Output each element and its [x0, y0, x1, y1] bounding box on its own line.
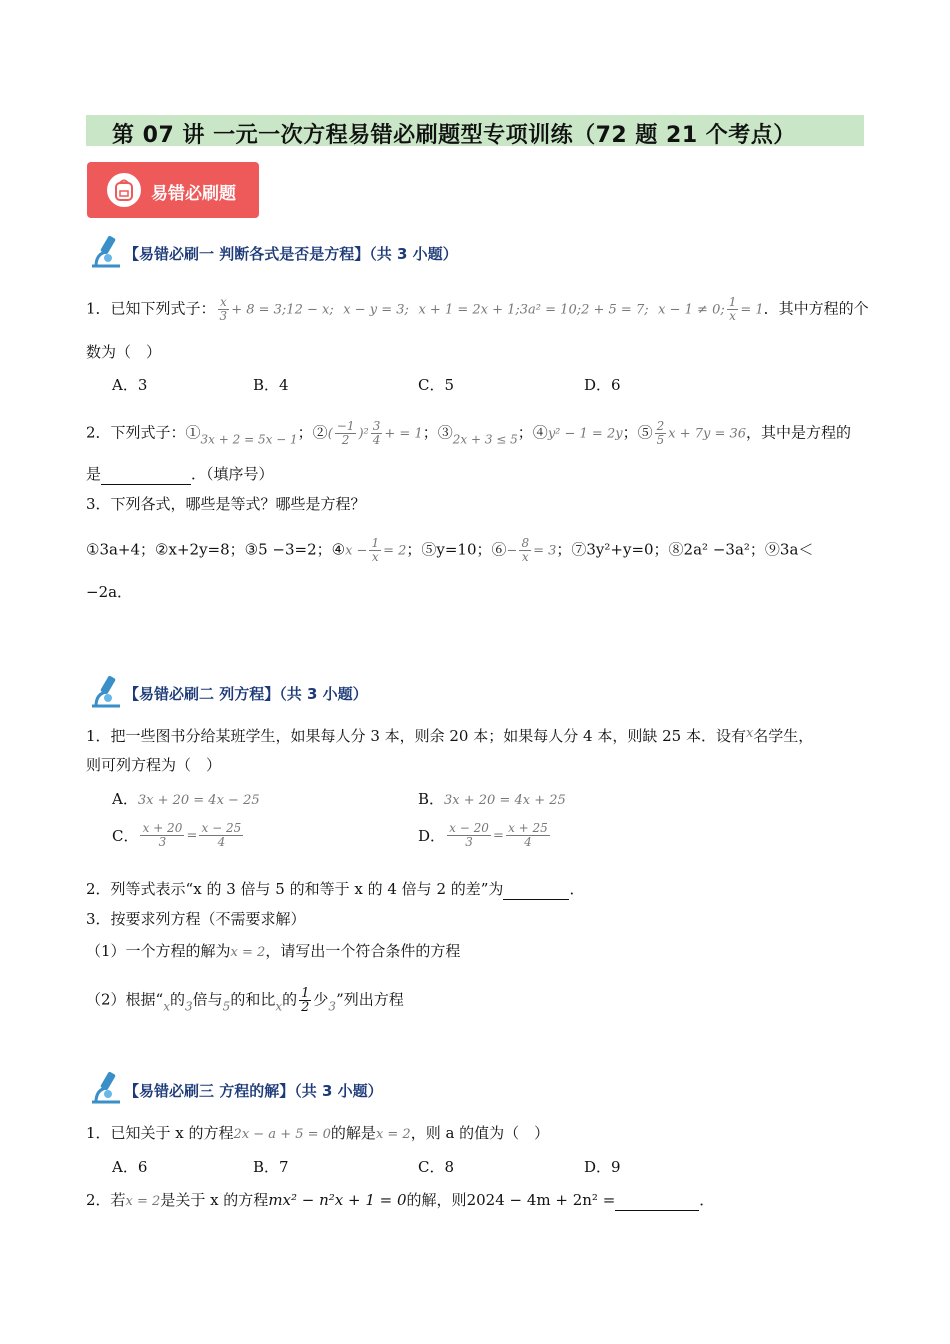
question-2-1: 1．把一些图书分给某班学生，如果每人分 3 本，则余 20 本；如果每人分 4 本，则缺 25 本．设有x名学生， [86, 726, 814, 745]
question-2-3-part-1: （1）一个方程的解为x = 2，请写出一个符合条件的方程 [86, 942, 461, 960]
question-1-3-items: ①3a+4；②x+2y=8；③5 −3=2；④x − $\frac{1}{x}$ = 2；⑤y=10；⑥− $\frac{8}{x}$ = 3；⑦3y²+y=0；⑧2a² −3a²；⑨3a＜ [86, 536, 814, 564]
answer-blank[interactable] [503, 879, 569, 900]
option-b[interactable]: B．3x + 20 = 4x + 25 [418, 790, 566, 808]
badge-label: 易错必刷题 [151, 184, 236, 204]
backpack-icon [107, 173, 141, 207]
option-a[interactable]: A．6 [112, 1158, 148, 1176]
option-b[interactable]: B．4 [253, 376, 289, 394]
question-1-2: 2．下列式子：$①_{3x + 2 = 5x - 1}$；②( $\frac{-1}{2}$ )² $\frac{3}{4}$ + = 1；$③_{2x + 3 \le 5}$；④y² − 1 = 2y；⑤ $\frac{2}{5}$ x + 7y = 36，其中是方程的 [86, 419, 852, 447]
option-a[interactable]: A．3 [112, 376, 148, 394]
answer-blank[interactable] [101, 464, 191, 485]
question-1-3-cont: −2a． [86, 583, 133, 601]
section-heading: 【易错必刷一 判断各式是否是方程】（共 3 小题） [124, 245, 458, 263]
option-c[interactable]: C．5 [418, 376, 455, 394]
microscope-icon [86, 672, 124, 710]
option-a[interactable]: A．3x + 20 = 4x − 25 [112, 790, 260, 808]
page-title: 第 07 讲 一元一次方程易错必刷题型专项训练（72 题 21 个考点） [112, 123, 796, 148]
answer-blank[interactable] [615, 1190, 699, 1211]
option-b[interactable]: B．7 [253, 1158, 289, 1176]
question-3-2: 2．若x = 2是关于 x 的方程mx² − n²x + 1 = 0的解，则2024 − 4m + 2n² = ． [86, 1191, 715, 1209]
section-heading: 【易错必刷三 方程的解】（共 3 小题） [124, 1082, 383, 1100]
option-c[interactable]: C． $\frac{x + 20}{3}$ = $\frac{x - 25}{4}$ [112, 822, 245, 849]
question-1-3: 3．下列各式，哪些是等式？哪些是方程？ [86, 495, 366, 513]
question-1-1: 1．已知下列式子： $\frac{x}{3}$ + 8 = 3;12 − x; x − y = 3; x + 1 = 2x + 1;3a² = 10;2 + 5 = 7; x − 1 ≠ 0; $\frac{1}{x}$ = 1．其中方程的个 [86, 295, 869, 323]
option-d[interactable]: D．9 [584, 1158, 621, 1176]
question-3-1: 1．已知关于 x 的方程2x − a + 5 = 0的解是x = 2，则 a 的值为（ ） [86, 1124, 550, 1142]
badge [87, 162, 259, 218]
question-1-2-cont: 是 ．（填序号） [86, 465, 274, 483]
question-2-3: 3．按要求列方程（不需要求解） [86, 910, 306, 928]
question-1-1-cont: 数为（ ） [86, 343, 162, 361]
option-c[interactable]: C．8 [418, 1158, 455, 1176]
option-d[interactable]: D．6 [584, 376, 621, 394]
section-heading: 【易错必刷二 列方程】（共 3 小题） [124, 685, 368, 703]
question-2-2: 2．列等式表示“x 的 3 倍与 5 的和等于 x 的 4 倍与 2 的差”为 ． [86, 880, 585, 898]
question-2-1-cont: 则可列方程为（ ） [86, 756, 222, 774]
microscope-icon [86, 232, 124, 270]
question-2-3-part-2: （2）根据“$_x$的$_3$倍与$_5$的和比$_x$的 $\frac{1}{2}$ 少$_3$”列出方程 [86, 986, 404, 1015]
microscope-icon [86, 1068, 124, 1106]
option-d[interactable]: D． $\frac{x - 20}{3}$ = $\frac{x + 25}{4}$ [418, 822, 552, 849]
